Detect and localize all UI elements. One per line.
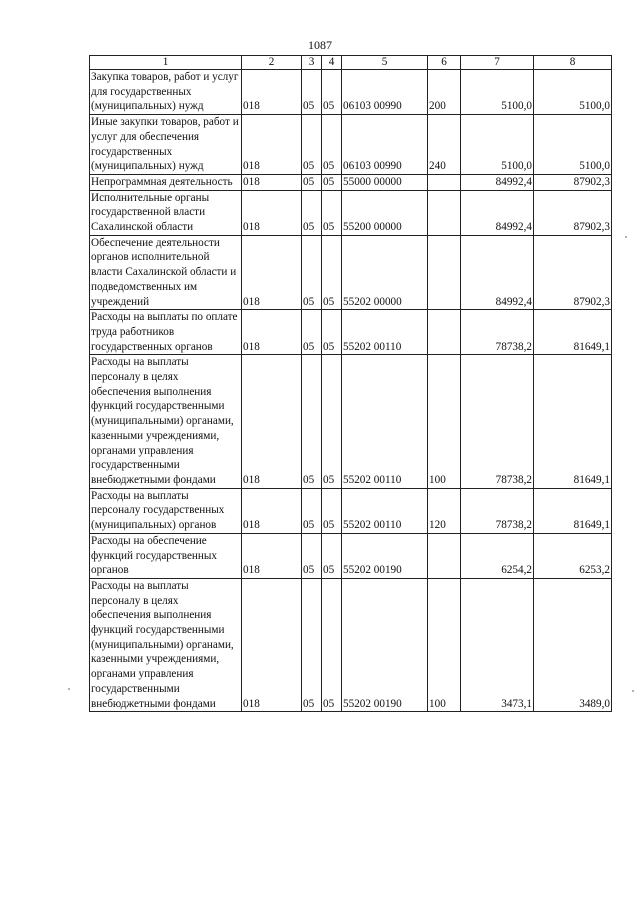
amount-year2-cell: 81649,1	[534, 488, 612, 533]
amount-year1-cell: 84992,4	[461, 174, 534, 190]
target-code-cell: 55202 00000	[342, 235, 428, 310]
expense-type-cell: 120	[428, 488, 461, 533]
amount-year1-cell: 3473,1	[461, 578, 534, 711]
table-row	[90, 355, 612, 488]
expense-type-cell: 200	[428, 70, 461, 115]
amount-year2-cell: 87902,3	[534, 190, 612, 235]
amount-year2-cell: 5100,0	[534, 115, 612, 175]
section-code-cell: 05	[302, 174, 322, 190]
scan-speck	[632, 690, 634, 692]
target-code-cell: 55000 00000	[342, 174, 428, 190]
ministry-code-cell: 018	[242, 310, 302, 355]
target-code-cell: 55202 00190	[342, 533, 428, 578]
row-name-cell: Закупка товаров, работ и услуг для государственных (муниципальных) нужд	[90, 70, 242, 115]
amount-year1-cell: 84992,4	[461, 190, 534, 235]
expense-type-cell	[428, 174, 461, 190]
table-row	[90, 70, 612, 115]
subsection-code-cell: 05	[322, 235, 342, 310]
section-code-cell: 05	[302, 355, 322, 488]
page-number: 1087	[308, 38, 332, 52]
row-name-cell: Обеспечение деятельности органов исполнительной власти Сахалинской области и подведомственных им учреждений	[90, 235, 242, 310]
amount-year1-cell: 5100,0	[461, 70, 534, 115]
amount-year1-cell: 6254,2	[461, 533, 534, 578]
column-header: 7	[461, 56, 534, 70]
target-code-cell: 55202 00190	[342, 578, 428, 711]
amount-year1-cell: 78738,2	[461, 310, 534, 355]
subsection-code-cell: 05	[322, 355, 342, 488]
ministry-code-cell: 018	[242, 488, 302, 533]
section-code-cell: 05	[302, 235, 322, 310]
ministry-code-cell: 018	[242, 533, 302, 578]
subsection-code-cell: 05	[322, 488, 342, 533]
ministry-code-cell: 018	[242, 355, 302, 488]
subsection-code-cell: 05	[322, 310, 342, 355]
row-name-cell: Расходы на выплаты персоналу в целях обеспечения выполнения функций государственными (муниципальными) органами, казенными учреждениями, органами управления государственными внебюджетными фондами	[90, 355, 242, 488]
amount-year2-cell: 5100,0	[534, 70, 612, 115]
table-row	[90, 488, 612, 533]
table-row	[90, 578, 612, 711]
subsection-code-cell: 05	[322, 578, 342, 711]
target-code-cell: 06103 00990	[342, 70, 428, 115]
expense-type-cell: 240	[428, 115, 461, 175]
expense-type-cell	[428, 310, 461, 355]
row-name-cell: Исполнительные органы государственной власти Сахалинской области	[90, 190, 242, 235]
table-row	[90, 174, 612, 190]
column-header: 6	[428, 56, 461, 70]
expense-type-cell: 100	[428, 578, 461, 711]
subsection-code-cell: 05	[322, 115, 342, 175]
ministry-code-cell: 018	[242, 578, 302, 711]
section-code-cell: 05	[302, 488, 322, 533]
expense-type-cell	[428, 533, 461, 578]
row-name-cell: Иные закупки товаров, работ и услуг для обеспечения государственных (муниципальных) нужд	[90, 115, 242, 175]
amount-year2-cell: 81649,1	[534, 310, 612, 355]
expense-type-cell: 100	[428, 355, 461, 488]
target-code-cell: 55200 00000	[342, 190, 428, 235]
table-row	[90, 115, 612, 175]
column-header: 3	[302, 56, 322, 70]
ministry-code-cell: 018	[242, 174, 302, 190]
target-code-cell: 55202 00110	[342, 310, 428, 355]
amount-year1-cell: 78738,2	[461, 488, 534, 533]
amount-year2-cell: 6253,2	[534, 533, 612, 578]
subsection-code-cell: 05	[322, 190, 342, 235]
ministry-code-cell: 018	[242, 70, 302, 115]
expense-type-cell	[428, 235, 461, 310]
subsection-code-cell: 05	[322, 70, 342, 115]
section-code-cell: 05	[302, 310, 322, 355]
target-code-cell: 55202 00110	[342, 488, 428, 533]
scan-speck	[68, 688, 70, 690]
subsection-code-cell: 05	[322, 533, 342, 578]
ministry-code-cell: 018	[242, 235, 302, 310]
budget-table	[89, 55, 612, 712]
amount-year1-cell: 84992,4	[461, 235, 534, 310]
row-name-cell: Расходы на выплаты персоналу в целях обеспечения выполнения функций государственными (муниципальными) органами, казенными учреждениями, органами управления государственными внебюджетными фондами	[90, 578, 242, 711]
section-code-cell: 05	[302, 190, 322, 235]
ministry-code-cell: 018	[242, 190, 302, 235]
row-name-cell: Расходы на выплаты по оплате труда работников государственных органов	[90, 310, 242, 355]
table-row	[90, 235, 612, 310]
row-name-cell: Расходы на обеспечение функций государственных органов	[90, 533, 242, 578]
amount-year1-cell: 5100,0	[461, 115, 534, 175]
column-header: 2	[242, 56, 302, 70]
table-row	[90, 533, 612, 578]
section-code-cell: 05	[302, 70, 322, 115]
amount-year2-cell: 81649,1	[534, 355, 612, 488]
column-header: 5	[342, 56, 428, 70]
column-header: 4	[322, 56, 342, 70]
column-header: 8	[534, 56, 612, 70]
section-code-cell: 05	[302, 533, 322, 578]
table-row	[90, 190, 612, 235]
amount-year2-cell: 87902,3	[534, 235, 612, 310]
ministry-code-cell: 018	[242, 115, 302, 175]
row-name-cell: Расходы на выплаты персоналу государственных (муниципальных) органов	[90, 488, 242, 533]
target-code-cell: 06103 00990	[342, 115, 428, 175]
row-name-cell: Непрограммная деятельность	[90, 174, 242, 190]
expense-type-cell	[428, 190, 461, 235]
amount-year2-cell: 3489,0	[534, 578, 612, 711]
table-row	[90, 310, 612, 355]
section-code-cell: 05	[302, 578, 322, 711]
column-header: 1	[90, 56, 242, 70]
amount-year2-cell: 87902,3	[534, 174, 612, 190]
header-row	[90, 56, 612, 70]
amount-year1-cell: 78738,2	[461, 355, 534, 488]
subsection-code-cell: 05	[322, 174, 342, 190]
section-code-cell: 05	[302, 115, 322, 175]
scan-speck	[625, 236, 627, 238]
table-body	[90, 56, 612, 712]
target-code-cell: 55202 00110	[342, 355, 428, 488]
